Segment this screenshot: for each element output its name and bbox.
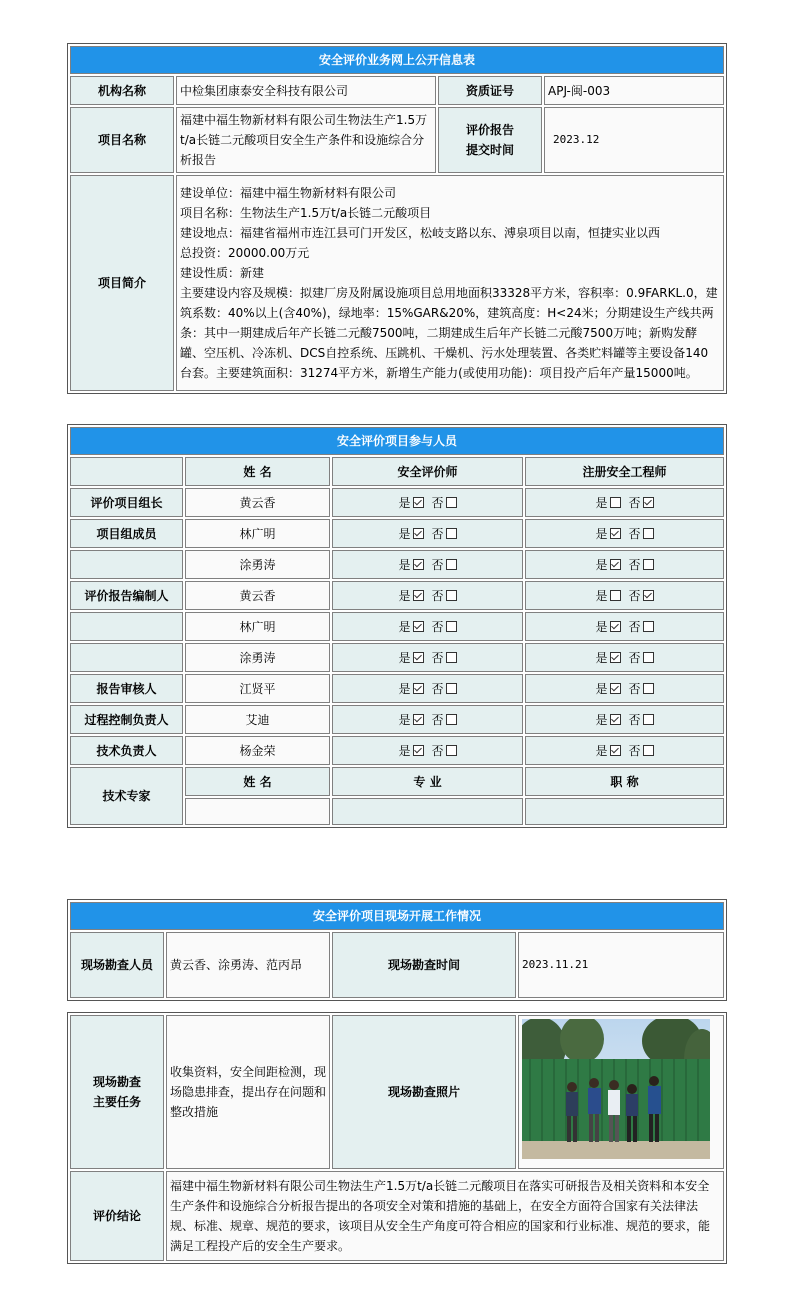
engineer-cell (525, 550, 724, 579)
info-table-title: 安全评价业务网上公开信息表 (70, 46, 724, 74)
staff-table (67, 424, 727, 828)
staff-name: 涂勇涛 (185, 550, 330, 579)
no-label: 否 (628, 619, 641, 634)
no-checkbox[interactable] (643, 497, 654, 508)
evaluator-cell (332, 643, 523, 672)
no-checkbox[interactable] (446, 559, 457, 570)
evaluator-cell (332, 674, 523, 703)
no-label: 否 (431, 650, 444, 665)
yes-checkbox[interactable] (610, 590, 621, 601)
no-checkbox[interactable] (446, 652, 457, 663)
engineer-cell (525, 519, 724, 548)
info-table (67, 43, 727, 394)
yes-label: 是 (595, 712, 608, 727)
no-checkbox[interactable] (643, 590, 654, 601)
no-label: 否 (628, 588, 641, 603)
yes-label: 是 (398, 588, 411, 603)
no-checkbox[interactable] (643, 652, 654, 663)
no-checkbox[interactable] (643, 559, 654, 570)
yes-label: 是 (595, 588, 608, 603)
staff-role (70, 550, 183, 579)
intro-line: 建设单位：福建中福生物新材料有限公司 (180, 186, 397, 200)
yes-checkbox[interactable] (413, 590, 424, 601)
yes-label: 是 (398, 712, 411, 727)
yes-checkbox[interactable] (413, 559, 424, 570)
no-label: 否 (628, 526, 641, 541)
yes-checkbox[interactable] (610, 559, 621, 570)
staff-row (70, 519, 724, 548)
yes-label: 是 (595, 619, 608, 634)
org-label: 机构名称 (70, 76, 174, 105)
no-label: 否 (628, 681, 641, 696)
yes-checkbox[interactable] (610, 683, 621, 694)
no-label: 否 (431, 681, 444, 696)
yes-label: 是 (398, 650, 411, 665)
yes-checkbox[interactable] (413, 652, 424, 663)
staff-name: 黄云香 (185, 488, 330, 517)
conclusion-value: 福建中福生物新材料有限公司生物法生产1.5万t/a长链二元酸项目在落实可研报告及相关资料和本安全生产条件和设施综合分析报告提出的各项安全对策和措施的基础上，在安全方面符合国家有关法律法规、标准、规章、规范的要求，该项目从安全生产角度可符合相应的国家和行业标准、规范的要求，能满足工程投产后的安全生产要求。 (166, 1171, 724, 1261)
yes-checkbox[interactable] (413, 497, 424, 508)
no-label: 否 (628, 650, 641, 665)
staff-name: 林广明 (185, 519, 330, 548)
conclusion-label: 评价结论 (70, 1171, 164, 1261)
staff-rows (70, 488, 724, 765)
col-evaluator-header: 安全评价师 (332, 457, 523, 486)
no-checkbox[interactable] (643, 683, 654, 694)
project-value: 福建中福生物新材料有限公司生物法生产1.5万t/a长链二元酸项目安全生产条件和设施综合分析报告 (176, 107, 436, 173)
engineer-cell (525, 581, 724, 610)
staff-row (70, 550, 724, 579)
intro-line: 总投资：20000.00万元 (180, 246, 310, 260)
staff-row (70, 612, 724, 641)
intro-line: 项目名称：生物法生产1.5万t/a长链二元酸项目 (180, 206, 432, 220)
evaluator-cell (332, 705, 523, 734)
yes-label: 是 (595, 650, 608, 665)
evaluator-cell (332, 736, 523, 765)
cert-value: APJ-闽-003 (544, 76, 724, 105)
expert-col-name: 姓 名 (185, 767, 330, 796)
intro-line: 建设地点：福建省福州市连江县可门开发区，松岐支路以东、溥泉项目以南，恒捷实业以西 (180, 226, 661, 240)
yes-label: 是 (398, 743, 411, 758)
yes-label: 是 (398, 619, 411, 634)
no-label: 否 (628, 743, 641, 758)
no-checkbox[interactable] (446, 683, 457, 694)
no-checkbox[interactable] (643, 528, 654, 539)
yes-checkbox[interactable] (610, 621, 621, 632)
task-label-line1: 现场勘查 (92, 1075, 141, 1089)
survey-time-value: 2023.11.21 (518, 932, 724, 998)
col-name-header: 姓 名 (185, 457, 330, 486)
yes-label: 是 (595, 557, 608, 572)
engineer-cell (525, 705, 724, 734)
staff-role (70, 643, 183, 672)
staff-row (70, 736, 724, 765)
report-time-value: 2023.12 (544, 107, 724, 173)
staff-row (70, 705, 724, 734)
staff-role: 过程控制负责人 (70, 705, 183, 734)
site-survey-photo (522, 1019, 710, 1159)
photo-label: 现场勘查照片 (332, 1015, 516, 1169)
no-checkbox[interactable] (446, 621, 457, 632)
no-label: 否 (628, 712, 641, 727)
staff-row (70, 581, 724, 610)
staff-role: 评价项目组长 (70, 488, 183, 517)
site-photo (518, 1015, 724, 1169)
yes-checkbox[interactable] (610, 528, 621, 539)
yes-label: 是 (595, 681, 608, 696)
expert-major-cell (332, 798, 523, 825)
intro-label: 项目简介 (70, 175, 174, 391)
yes-label: 是 (398, 681, 411, 696)
site-task-table (67, 1012, 727, 1264)
staff-name: 江贤平 (185, 674, 330, 703)
cert-label: 资质证号 (438, 76, 542, 105)
yes-label: 是 (595, 743, 608, 758)
yes-checkbox[interactable] (610, 714, 621, 725)
no-checkbox[interactable] (446, 590, 457, 601)
yes-checkbox[interactable] (413, 621, 424, 632)
yes-checkbox[interactable] (610, 652, 621, 663)
no-label: 否 (431, 712, 444, 727)
yes-label: 是 (398, 557, 411, 572)
staff-role: 项目组成员 (70, 519, 183, 548)
yes-checkbox[interactable] (413, 745, 424, 756)
yes-label: 是 (398, 495, 411, 510)
task-value: 收集资料，安全间距检测，现场隐患排查，提出存在问题和整改措施 (166, 1015, 330, 1169)
no-label: 否 (431, 526, 444, 541)
yes-checkbox[interactable] (610, 497, 621, 508)
no-checkbox[interactable] (643, 714, 654, 725)
expert-label: 技术专家 (70, 767, 183, 825)
staff-name: 林广明 (185, 612, 330, 641)
no-checkbox[interactable] (643, 745, 654, 756)
report-time-label-line1: 评价报告 (465, 123, 514, 137)
engineer-cell (525, 488, 724, 517)
no-label: 否 (431, 619, 444, 634)
expert-title-cell (525, 798, 724, 825)
no-label: 否 (431, 495, 444, 510)
evaluator-cell (332, 550, 523, 579)
no-label: 否 (431, 588, 444, 603)
no-label: 否 (431, 743, 444, 758)
engineer-cell (525, 736, 724, 765)
expert-name-cell (185, 798, 330, 825)
staff-row (70, 674, 724, 703)
yes-label: 是 (398, 526, 411, 541)
engineer-cell (525, 643, 724, 672)
site-table-title: 安全评价项目现场开展工作情况 (70, 902, 724, 930)
yes-label: 是 (595, 526, 608, 541)
yes-checkbox[interactable] (413, 528, 424, 539)
report-time-label (438, 107, 542, 173)
engineer-cell (525, 612, 724, 641)
staff-role: 技术负责人 (70, 736, 183, 765)
yes-checkbox[interactable] (413, 683, 424, 694)
evaluator-cell (332, 581, 523, 610)
intro-line: 建设性质：新建 (180, 266, 265, 280)
col-engineer-header: 注册安全工程师 (525, 457, 724, 486)
staff-name: 杨金荣 (185, 736, 330, 765)
staff-row (70, 643, 724, 672)
staff-header-blank (70, 457, 183, 486)
no-label: 否 (628, 557, 641, 572)
project-label: 项目名称 (70, 107, 174, 173)
staff-name: 艾迪 (185, 705, 330, 734)
evaluator-cell (332, 612, 523, 641)
survey-time-label: 现场勘查时间 (332, 932, 516, 998)
staff-row (70, 488, 724, 517)
site-table (67, 899, 727, 1001)
staff-name: 黄云香 (185, 581, 330, 610)
no-checkbox[interactable] (446, 528, 457, 539)
staff-name: 涂勇涛 (185, 643, 330, 672)
no-label: 否 (628, 495, 641, 510)
no-label: 否 (431, 557, 444, 572)
intro-line: 主要建设内容及规模：拟建厂房及附属设施项目总用地面积33328平方米，容积率：0.9FARKL.0，建筑系数：40%以上(含40%)，绿地率：15%GAR&20%，建筑高度：H<24米；分期建设生产线共两条：其中一期建成后年产长链二元酸7500吨，二期建成生后年产长链二元酸7500万吨；新购发酵罐、空压机、冷冻机、DCS自控系统、压跳机、干燥机、污水处理装置、各类贮料罐等主要设备140台套。主要建筑面积：31274平方米，新增生产能力(或使用功能)：项目投产后年产量15000吨。 (180, 286, 718, 380)
survey-staff-value: 黄云香、涂勇涛、范丙昂 (166, 932, 330, 998)
evaluator-cell (332, 519, 523, 548)
staff-table-title: 安全评价项目参与人员 (70, 427, 724, 455)
report-time-label-line2: 提交时间 (465, 143, 514, 157)
task-label-line2: 主要任务 (92, 1095, 141, 1109)
yes-checkbox[interactable] (610, 745, 621, 756)
yes-checkbox[interactable] (413, 714, 424, 725)
yes-label: 是 (595, 495, 608, 510)
no-checkbox[interactable] (643, 621, 654, 632)
no-checkbox[interactable] (446, 714, 457, 725)
staff-role (70, 612, 183, 641)
no-checkbox[interactable] (446, 745, 457, 756)
no-checkbox[interactable] (446, 497, 457, 508)
intro-content (176, 175, 724, 391)
expert-col-major: 专 业 (332, 767, 523, 796)
evaluator-cell (332, 488, 523, 517)
org-value: 中检集团康泰安全科技有限公司 (176, 76, 436, 105)
expert-col-title: 职 称 (525, 767, 724, 796)
engineer-cell (525, 674, 724, 703)
survey-staff-label: 现场勘查人员 (70, 932, 164, 998)
staff-role: 报告审核人 (70, 674, 183, 703)
task-label (70, 1015, 164, 1169)
staff-role: 评价报告编制人 (70, 581, 183, 610)
